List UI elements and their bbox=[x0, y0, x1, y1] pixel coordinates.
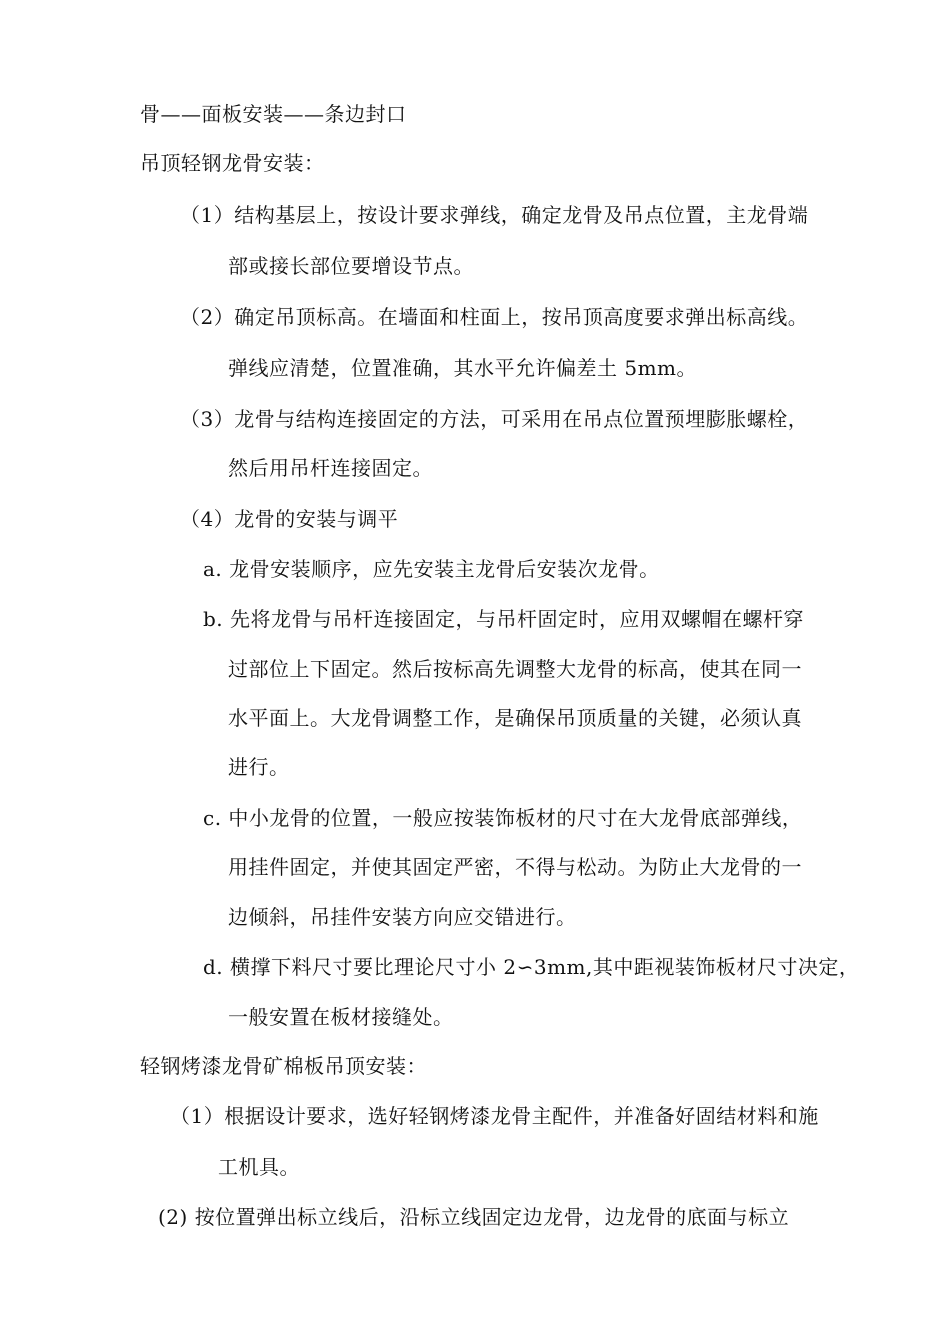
section-heading-light-steel-keel: 吊顶轻钢龙骨安装： bbox=[140, 151, 325, 175]
list-item-b1: （1）根据设计要求，选好轻钢烤漆龙骨主配件，并准备好固结材料和施 bbox=[170, 1104, 819, 1128]
sub-item-d: d. 横撑下料尺寸要比理论尺寸小 2∽3mm,其中距视装饰板材尺寸决定， bbox=[203, 955, 860, 979]
list-item-2: （2）确定吊顶标高。在墙面和柱面上，按吊顶高度要求弹出标高线。 bbox=[180, 305, 809, 329]
sub-item-c-cont-1: 用挂件固定，并使其固定严密，不得与松动。为防止大龙骨的一 bbox=[228, 855, 802, 879]
sub-item-b: b. 先将龙骨与吊杆连接固定，与吊杆固定时，应用双螺帽在螺杆穿 bbox=[203, 607, 805, 631]
list-item-3-cont: 然后用吊杆连接固定。 bbox=[228, 456, 433, 480]
sub-item-b-cont-2: 水平面上。大龙骨调整工作，是确保吊顶质量的关键，必须认真 bbox=[228, 706, 802, 730]
list-item-2-cont: 弹线应清楚，位置准确，其水平允许偏差土 5mm。 bbox=[228, 356, 698, 380]
sub-item-c: c. 中小龙骨的位置，一般应按装饰板材的尺寸在大龙骨底部弹线， bbox=[203, 806, 803, 830]
sub-item-a: a. 龙骨安装顺序，应先安装主龙骨后安装次龙骨。 bbox=[203, 557, 660, 581]
list-item-b1-cont: 工机具。 bbox=[218, 1155, 300, 1179]
list-item-1: （1）结构基层上，按设计要求弹线，确定龙骨及吊点位置，主龙骨端 bbox=[180, 203, 809, 227]
sub-item-b-cont-1: 过部位上下固定。然后按标高先调整大龙骨的标高，使其在同一 bbox=[228, 657, 802, 681]
list-item-3: （3）龙骨与结构连接固定的方法，可采用在吊点位置预埋膨胀螺栓， bbox=[180, 407, 809, 431]
list-item-4: （4）龙骨的安装与调平 bbox=[180, 507, 399, 531]
section-heading-painted-keel: 轻钢烤漆龙骨矿棉板吊顶安装： bbox=[140, 1054, 427, 1078]
sub-item-c-cont-2: 边倾斜，吊挂件安装方向应交错进行。 bbox=[228, 905, 577, 929]
sub-item-d-cont: 一般安置在板材接缝处。 bbox=[228, 1005, 454, 1029]
text-line-continuation: 骨——面板安装——条边封口 bbox=[140, 102, 407, 126]
list-item-b2: (2) 按位置弹出标立线后，沿标立线固定边龙骨，边龙骨的底面与标立 bbox=[158, 1205, 790, 1229]
sub-item-b-cont-3: 进行。 bbox=[228, 755, 290, 779]
list-item-1-cont: 部或接长部位要增设节点。 bbox=[228, 254, 474, 278]
